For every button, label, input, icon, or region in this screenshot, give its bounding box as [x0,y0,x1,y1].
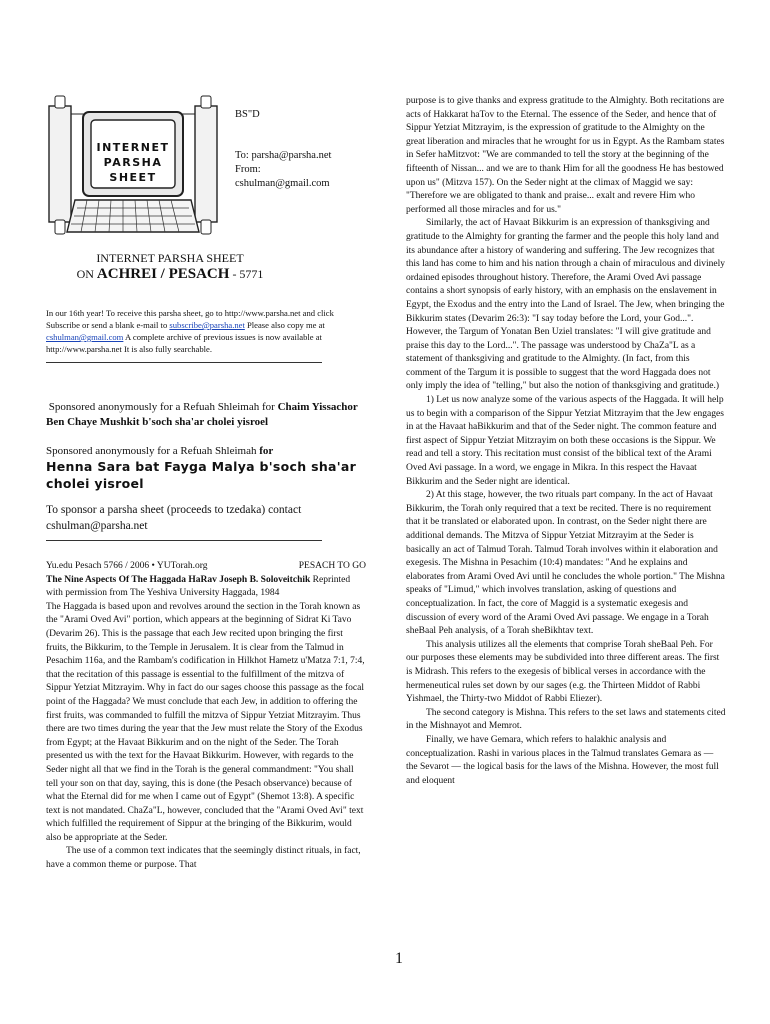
article-paragraph: 1) Let us now analyze some of the various aspects of the Haggada. It will help us to begin with a comparison of the Sippur Yetziat Mitzrayim that the Jew engages in at the Havaat haBikkurim and that of the Seder night. The common feature and first aspect of Sippur Yetziat Mitzrayim on both these occasions is the Sippur. We read and tell a story. This recitation must consist of the biblical text of the Arami Oved Avi passage. In a word, we engage in Mikra. In this respect the Havaat Bikkurim and the Seder night are identical. [406,395,724,487]
from-line: From: [235,164,261,175]
logo-line-2: PARSHA [103,156,163,169]
source-left: Yu.edu Pesach 5766 / 2006 • YUTorah.org [46,561,208,571]
intro-text-3: A complete archive of previous issues is now available at http://www.parsha.net It is also fully searchable. [46,332,322,354]
divider [46,540,322,541]
sponsor-2-text: Sponsored anonymously for a Refuah Shleimah [46,445,260,457]
source-right: PESACH TO GO [298,561,366,571]
intro-text-2: Please also copy me at [244,320,325,330]
sponsor-1-text: Sponsored anonymously for a Refuah Shleimah for [48,401,278,413]
article-paragraph: The second category is Mishna. This refers to the set laws and statements cited in the Mishnayot and Memrot. [406,707,726,732]
intro-text-1: In our 16th year! To receive this parsha sheet, go to http://www.parsha.net and click Subscribe or send a blank e-mail to [46,308,334,330]
parsha-name: ACHREI / PESACH [96,266,230,282]
sheet-title: INTERNET PARSHA SHEET [96,251,244,265]
article-reprint-note: Reprinted with permission from The Yeshiva University Haggada, 1984 [46,574,351,599]
article-paragraph: 2) At this stage, however, the two rituals part company. In the act of Havaat Bikkurim, the Torah only required that a text be recited. There is no requirement that it be translated or elaborated upon. In contrast, on the Seder night there are additional demands. The Mitzva of Sippur Yetziat Mitzrayim at the Seder is basically an act of Talmud Torah. Talmud Torah involves within it elaboration and exegesis. The Mishna in Pesachim (10:4) mandates: "And he explains and elaborates from Arami Oved Avi until he concludes the whole portion." The Mishna speaks of "Limud," which involves translation, asking of questions and conceptualization. In fact, the core of Maggid is a systematic exegesis and discussion of every word of the Arami Oved Avi passage. We engage in a Torah sheBaal Peh analysis, of a Torah sheBikhtav text. [406,490,725,637]
article-right-column [406,95,726,788]
divider [46,362,322,363]
article-paragraph: The use of a common text indicates that the seemingly distinct rituals, in fact, have a common theme or purpose. That [46,846,361,871]
article-paragraph: This analysis utilizes all the elements that comprise Torah sheBaal Peh. For our purposes these elements may be subdivided into three different areas. The first is Midrash. This refers to the exegesis of biblical verses in accordance with the hermeneutical rules set down by our sages (e.g. the Thirteen Middot of Rabbi Yishmael, the Thirty-two Middot of Rabbi Eliezer). [406,639,720,705]
article-paragraph: Similarly, the act of Havaat Bikkurim is an expression of thanksgiving and gratitude to the Almighty for granting the farmer and the people this holy land and its abundance after a history of wandering and suffering. The Jew recognizes that this land has come to him and his nation through a chain of miraculous and divinely ordained episodes throughout history. Therefore, the Arami Oved Avi passage contains a short synopsis of early history, with an emphasis on the enslavement in Egypt, the Exodus and the entry into the Land of Israel. The Jew, when bringing the Bikkurim states (Devarim 26:3): "I say today before the Lord, your God...". However, the Targum of Yonatan Ben Uziel translates: "I will give gratitude and praise this day to the Lord...". The passage was understood by ChaZa"L as a statement of thanksgiving and gratitude to the Almighty. (In fact, from this comment of the Targum it is possible to suggest that the word Haggada does not only imply the idea of "telling," but also the notion of thanksgiving and gratitude.) [406,218,725,392]
article-source [46,560,366,574]
bsd-mark: BS"D [235,109,260,120]
article-title-para [46,574,366,601]
from-email: cshulman@gmail.com [235,178,330,189]
article-left-column [46,560,366,873]
article-paragraph: Finally, we have Gemara, which refers to halakhic analysis and conceptualization. Rashi in various places in the Talmud translates Gemara as — the Sevarot — the logical basis for the laws of the Mishna. However, the most full and eloquent [406,734,719,786]
sponsor-2-name: Henna Sara bat Fayga Malya b'soch sha'ar cholei yisroel [46,459,357,491]
sponsor-1 [46,400,368,430]
page-number: 1 [395,950,403,967]
logo-line-1: INTERNET [96,141,170,154]
logo-line-3: SHEET [109,171,157,184]
parsha-year: - 5771 [229,267,264,281]
parsha-title [0,266,340,283]
internet-parsha-sheet-logo [43,92,223,248]
article-title: The Nine Aspects Of The Haggada HaRav Joseph B. Soloveitchik [46,574,311,585]
article-paragraph: The Haggada is based upon and revolves around the section in the Torah known as the "Arami Oved Avi" portion, which appears at the beginning of Sidrat Ki Tavo (Devarim 26). This is the passage that each Jew recited upon bringing the first fruits, the Bikkurim, to the Temple in Jerusalem. It is clear from the Talmud in Pesachim 116a, and the Rambam's codification in Hilkhot Hametz u'Matza 7:1, 7:4, that the recitation of this passage is essential to the fulfillment of the mitzva of Sippur Yetziat Mitzrayim. Why in fact do our sages choose this passage as the focal point of the Haggada? We must conclude that each Jew, in addition to offering the first fruits, was commanded to fulfill the mitzva of Sippur Yetziat Mitzrayim. Thus there are two times during the year that the Jew must relate the Story of the Exodus from Egypt; at the Havaat Bikkurim and on the night of the Seder. The Torah presented us with the text for the Havaat Bikkurim. However, with regards to the Seder night all that we find in the Torah is the general commandment: "You shall tell your son on that day, saying, this is done (the Pesach observance) because of what the Eternal did for me when I came out of Egypt" (Shemot 13:8). A specific text is not mandated. ChaZa"L, however, concluded that the "Arami Oved Avi" text which fulfilled the requirement of Sippur at the bringing of the Bikkurim, would also be appropriate at the Seder. [46,601,365,843]
sponsor-2-for: for [259,445,274,457]
parsha-on: ON [76,267,97,281]
article-paragraph: purpose is to give thanks and express gratitude to the Almighty. Both recitations are acts of Hakkarat haTov to the Eternal. The essence of the Seder, and hence that of Sippur Yetziat Mitzrayim, is the expression of gratitude to the Almighty on the great liberation and miracles that he wrought for us in Egypt. As the Rambam states in Sefer haMitzvot: "We are commanded to tell the story at the beginning of the fifteenth of Nissan... and we are to thank Him for all the goodness He has bestowed upon us" (Mitzva 157). On the Seder night at the climax of Maggid we say: "Therefore we are obligated to thank and praise... exalt and revere Him who performed all those miracles and for us." [406,96,725,215]
sponsor-2 [46,444,368,493]
sponsor-contact: To sponsor a parsha sheet (proceeds to tzedaka) contact cshulman@parsha.net [46,504,302,532]
logo-text [91,140,175,185]
to-line: To: parsha@parsha.net [235,150,332,161]
sponsor-1-name: Chaim Yissachor Ben Chaye Mushkit b'soch sha'ar cholei yisroel [46,401,358,428]
email-link[interactable]: cshulman@gmail.com [46,332,124,342]
intro-paragraph [46,307,366,355]
subscribe-link[interactable]: subscribe@parsha.net [169,320,245,330]
